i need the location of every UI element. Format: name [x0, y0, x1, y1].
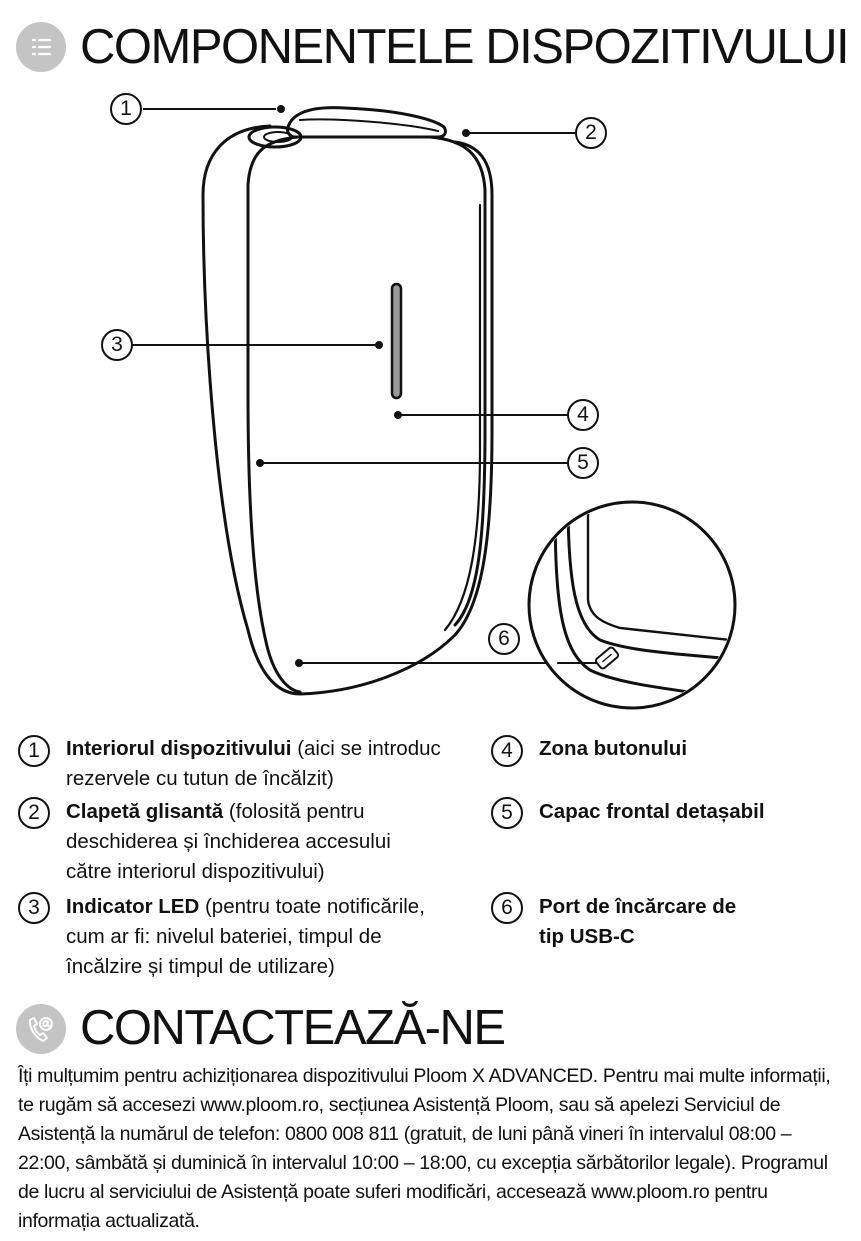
phone-contact-icon: [16, 1004, 66, 1054]
callout-1: 1: [110, 93, 142, 125]
legend-number-1: 1: [18, 735, 50, 767]
device-diagram: [0, 80, 861, 720]
legend-name-1: Interiorul dispozitivului: [66, 737, 292, 760]
legend-item-2: [66, 797, 426, 887]
legend-item-3: [66, 892, 461, 982]
legend-detail-3: (pentru toate notificările, cum ar fi: nivelul bateriei, timpul de încălzire și timpul de utilizare): [66, 895, 425, 978]
legend-name-5: Capac frontal detașabil: [539, 800, 765, 823]
contact-paragraph: Îți mulțumim pentru achiziționarea dispozitivului Ploom X ADVANCED. Pentru mai multe informații, te rugăm să accesezi www.ploom.ro, secțiunea Asistență Ploom, sau să apelezi Serviciul de Asistență la numărul de telefon: 0800 008 811 (gratuit, de luni până vineri în intervalul 08:00 – 22:00, sâmbătă și duminică în intervalul 10:00 – 18:00, cu excepția sărbătorilor legale). Programul de lucru al serviciului de Asistență poate suferi modificări, accesează www.ploom.ro pentru informația actualizată.: [18, 1065, 831, 1232]
legend-item-5: [539, 797, 839, 827]
section-title-components: COMPONENTELE DISPOZITIVULUI: [80, 20, 849, 74]
legend-number-5: 5: [491, 797, 523, 829]
section-title-contact: CONTACTEAZĂ-NE: [80, 1001, 505, 1055]
callout-4: 4: [567, 399, 599, 431]
legend-number-3: 3: [18, 892, 50, 924]
callout-3: 3: [101, 329, 133, 361]
callout-5: 5: [567, 447, 599, 479]
legend-name-3: Indicator LED: [66, 895, 200, 918]
legend-number-4: 4: [491, 735, 523, 767]
legend-name-4: Zona butonului: [539, 737, 688, 760]
legend-item-1: [66, 734, 466, 794]
legend-item-4: [539, 734, 839, 764]
legend-item-6: [539, 892, 754, 952]
legend-name-2: Clapetă glisantă: [66, 800, 224, 823]
callout-6: 6: [488, 623, 520, 655]
callout-2: 2: [575, 117, 607, 149]
legend-number-6: 6: [491, 892, 523, 924]
list-icon: [16, 22, 66, 72]
legend-name-6: Port de încărcare de tip USB-C: [539, 895, 737, 948]
legend-detail-2: (folosită pentru deschiderea și închiderea accesului către interiorul dispozitivului): [66, 800, 391, 883]
legend-number-2: 2: [18, 797, 50, 829]
legend-detail-1: (aici se introduc rezervele cu tutun de încălzit): [66, 737, 441, 790]
